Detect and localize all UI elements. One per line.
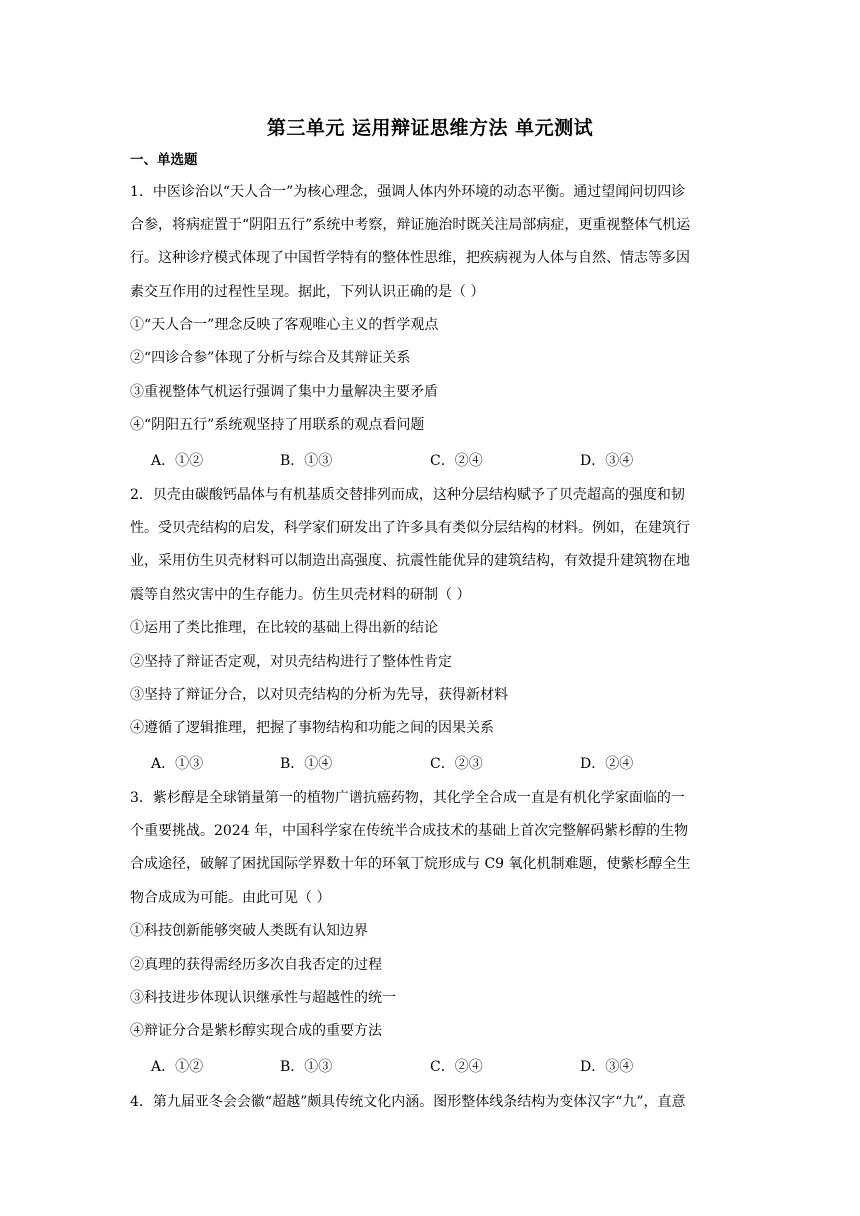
q2-statement: ②坚持了辩证否定观，对贝壳结构进行了整体性肯定 [130,654,452,670]
q3-option-b: B．①③ [280,1059,333,1075]
q2-option-a: A．①③ [151,756,204,772]
q3-statement: ①科技创新能够突破人类既有认知边界 [130,923,368,939]
q2-stem-line: 2．贝壳由碳酸钙晶体与有机基质交替排列而成，这种分层结构赋予了贝壳超高的强度和韧 [130,487,685,503]
q2-stem-line: 震等自然灾害中的生存能力。仿生贝壳材料的研制（ ） [130,587,471,603]
q1-option-b: B．①③ [280,453,333,469]
q1-stem-line: 行。这种诊疗模式体现了中国哲学特有的整体性思维，把疾病视为人体与自然、情志等多因 [130,250,690,266]
q3-stem-line: 个重要挑战。2024 年，中国科学家在传统半合成技术的基础上首次完整解码紫杉醇的生物 [130,823,689,839]
section-heading: 一、单选题 [130,152,198,168]
q3-stem-line: 3．紫杉醇是全球销量第一的植物广谱抗癌药物，其化学全合成一直是有机化学家面临的一 [130,790,685,806]
q1-option-a: A．①② [151,453,204,469]
q3-statement: ②真理的获得需经历多次自我否定的过程 [130,957,382,973]
q2-statement: ③坚持了辩证分合，以对贝壳结构的分析为先导，获得新材料 [130,687,508,703]
q3-statement: ③科技进步体现认识继承性与超越性的统一 [130,990,396,1006]
q3-option-c: C．②④ [430,1059,483,1075]
q1-option-d: D．③④ [580,453,634,469]
q1-stem-line: 素交互作用的过程性呈现。据此，下列认识正确的是（ ） [130,284,485,300]
q1-statement: ①“天人合一”理念反映了客观唯心主义的哲学观点 [130,317,439,333]
q1-option-c: C．②④ [430,453,483,469]
q2-option-d: D．②④ [580,756,634,772]
q3-statement: ④辩证分合是紫杉醇实现合成的重要方法 [130,1023,382,1039]
page-title: 第三单元 运用辩证思维方法 单元测试 [266,117,594,139]
q3-option-a: A．①② [151,1059,204,1075]
q1-stem-line: 合参，将病症置于“阴阳五行”系统中考察，辩证施治时既关注局部病症，更重视整体气机运 [130,217,691,233]
q1-statement: ④“阴阳五行”系统观坚持了用联系的观点看问题 [130,417,425,433]
q2-statement: ④遵循了逻辑推理，把握了事物结构和功能之间的因果关系 [130,720,494,736]
q1-stem-line: 1．中医诊治以“天人合一”为核心理念，强调人体内外环境的动态平衡。通过望闻问切四诊 [130,184,686,200]
q2-option-c: C．②③ [430,756,483,772]
q3-stem-line: 物合成成为可能。由此可见（ ） [130,890,331,906]
q3-option-d: D．③④ [580,1059,634,1075]
q2-statement: ①运用了类比推理，在比较的基础上得出新的结论 [130,620,438,636]
q1-statement: ②“四诊合参”体现了分析与综合及其辩证关系 [130,350,411,366]
q2-option-b: B．①④ [280,756,333,772]
q1-statement: ③重视整体气机运行强调了集中力量解决主要矛盾 [130,384,438,400]
q2-stem-line: 业，采用仿生贝壳材料可以制造出高强度、抗震性能优异的建筑结构，有效提升建筑物在地 [130,553,690,569]
q2-stem-line: 性。受贝壳结构的启发，科学家们研发出了许多具有类似分层结构的材料。例如，在建筑行 [130,520,690,536]
q3-stem-line: 合成途径，破解了困扰国际学界数十年的环氧丁烷形成与 C9 氧化机制难题，使紫杉醇全生 [130,856,691,872]
q4-stem-line: 4．第九届亚冬会会徽“超越”颇具传统文化内涵。图形整体线条结构为变体汉字“九”，直意 [130,1094,686,1110]
